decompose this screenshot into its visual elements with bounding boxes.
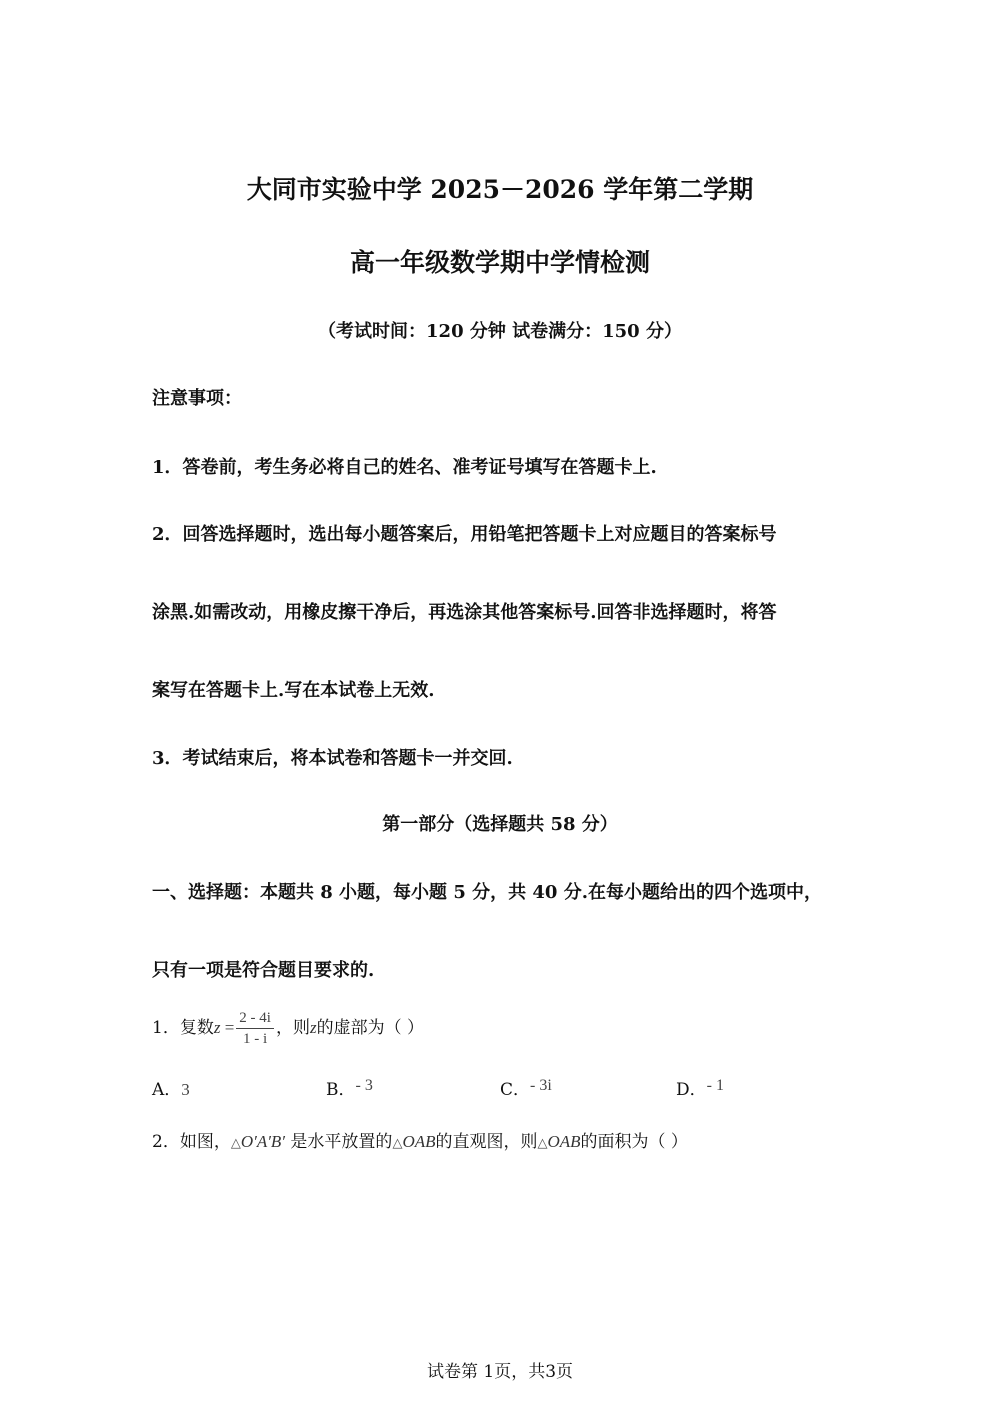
- exam-subtitle: 高一年级数学期中学情检测: [349, 248, 650, 277]
- question-1-fraction: [236, 1008, 274, 1049]
- triangle-symbol-2: △: [392, 1136, 403, 1151]
- question-1-option-b[interactable]: [326, 1075, 373, 1100]
- question-1-suffix-a: ，则: [275, 1018, 310, 1038]
- part1-heading: 第一部分（选择题共 58 分）: [382, 814, 618, 835]
- question-2-triangle-3: OAB: [547, 1132, 581, 1151]
- option-c-value: - 3i: [530, 1077, 552, 1094]
- option-c-label: C．: [500, 1080, 531, 1100]
- question-1: [152, 1008, 424, 1049]
- option-b-label: B．: [326, 1080, 356, 1100]
- question-2: [152, 1127, 688, 1152]
- question-1-suffix-b: 的虚部为（ ）: [316, 1018, 424, 1038]
- option-a-label: A．: [152, 1080, 182, 1100]
- notice-item-1: 1．答卷前，考生务必将自己的姓名、准考证号填写在答题卡上.: [152, 457, 657, 478]
- question-2-mid2: 的直观图，则: [435, 1132, 538, 1152]
- question-1-option-a[interactable]: [152, 1075, 190, 1100]
- section-instruction-line-2: 只有一项是符合题目要求的.: [152, 960, 375, 981]
- question-1-suffix-var: z: [309, 1018, 317, 1037]
- notice-heading: 注意事项：: [152, 388, 242, 409]
- page-footer: 试卷第 1页，共3页: [426, 1362, 574, 1382]
- question-1-eq: =: [220, 1018, 235, 1037]
- question-1-option-d[interactable]: [676, 1075, 724, 1100]
- question-2-suffix: 的面积为（ ）: [580, 1132, 688, 1152]
- notice-item-2-line-3: 案写在答题卡上.写在本试卷上无效.: [152, 680, 435, 701]
- exam-title: 大同市实验中学 2025－2026 学年第二学期: [246, 175, 754, 204]
- section-instruction-line-1: 一、选择题：本题共 8 小题，每小题 5 分，共 40 分.在每小题给出的四个选项中，: [152, 882, 822, 903]
- option-d-value: - 1: [706, 1077, 724, 1094]
- exam-info: （考试时间：120 分钟 试卷满分：150 分）: [318, 321, 682, 342]
- option-d-label: D．: [676, 1080, 707, 1100]
- question-1-numerator: 2 - 4i: [236, 1008, 274, 1029]
- question-2-triangle-1: O′A′B′: [240, 1132, 286, 1151]
- question-2-triangle-2: OAB: [402, 1132, 436, 1151]
- notice-item-2-line-2: 涂黑.如需改动，用橡皮擦干净后，再选涂其他答案标号.回答非选择题时，将答: [152, 602, 777, 623]
- question-1-var: z: [213, 1018, 221, 1037]
- question-1-denominator: 1 - i: [243, 1031, 268, 1047]
- question-1-option-c[interactable]: [500, 1075, 552, 1100]
- notice-item-2-line-1: 2．回答选择题时，选出每小题答案后，用铅笔把答题卡上对应题目的答案标号: [152, 524, 777, 545]
- triangle-symbol-3: △: [537, 1136, 548, 1151]
- triangle-symbol-1: △: [230, 1136, 241, 1151]
- question-2-prefix: 2．如图，: [152, 1132, 231, 1152]
- option-a-value: 3: [181, 1080, 190, 1099]
- notice-item-3: 3．考试结束后，将本试卷和答题卡一并交回.: [152, 748, 513, 769]
- question-1-prefix: 1．复数: [152, 1018, 214, 1038]
- question-2-mid: 是水平放置的: [285, 1132, 393, 1152]
- option-b-value: - 3: [355, 1077, 373, 1094]
